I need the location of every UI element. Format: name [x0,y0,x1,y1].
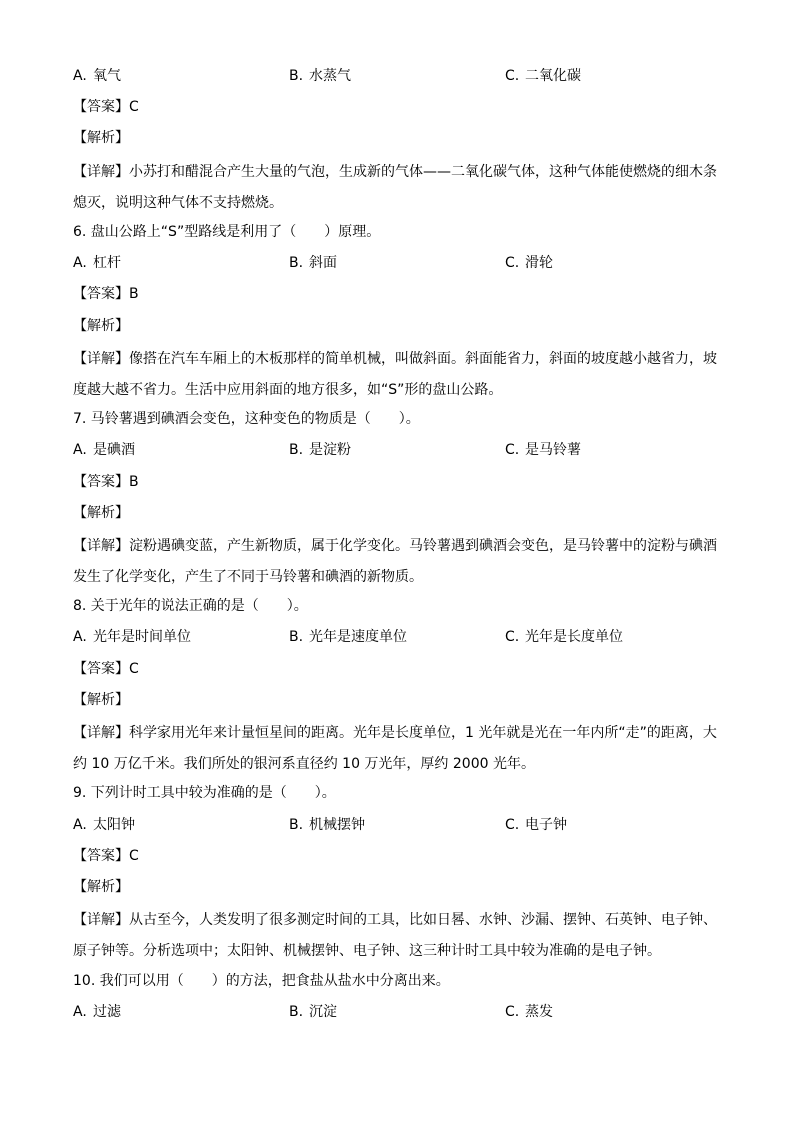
option-a [73,63,121,89]
option-b [289,999,337,1025]
option-c [505,250,553,276]
option-c [505,812,567,838]
option-text: 杠杆 [93,255,121,272]
option-text: 水蒸气 [309,68,351,84]
detail-paragraph: 【详解】像搭在汽车车厢上的木板那样的简单机械，叫做斜面。斜面能省力，斜面的坡度越小越省力，坡度越大越不省力。生活中应用斜面的地方很多，如“S”形的盘山公路。 [73,350,717,398]
option-letter: B. [289,629,304,646]
analysis-heading: 【解析】 [73,879,129,895]
question-text: 7. 马铃薯遇到碘酒会变色，这种变色的物质是（ ）。 [73,411,420,428]
option-b [289,812,365,838]
detail-paragraph: 【详解】从古至今，人类发明了很多测定时间的工具，比如日晷、水钟、沙漏、摆钟、石英钟、电子钟、原子钟等。分析选项中；太阳钟、机械摆钟、电子钟、这三种计时工具中较为准确的是电子钟。 [73,912,717,960]
option-letter: B. [289,1003,304,1020]
option-letter: A. [73,629,87,646]
option-text: 光年是长度单位 [525,629,623,646]
option-text: 是碘酒 [93,442,135,459]
option-letter: A. [73,255,87,272]
option-b [289,437,351,463]
option-text: 光年是时间单位 [93,629,191,646]
analysis-heading: 【解析】 [73,504,129,521]
option-letter: C. [505,629,520,646]
option-letter: C. [505,1003,520,1020]
analysis-heading: 【解析】 [73,317,129,334]
answer-line: 【答案】B [73,473,139,490]
option-b [289,63,351,89]
option-letter: A. [73,1003,87,1020]
option-letter: A. [73,816,87,833]
options-row [73,624,723,655]
option-letter: C. [505,255,520,272]
option-text: 蒸发 [525,1003,553,1020]
option-a [73,624,191,650]
option-letter: A. [73,442,87,459]
option-letter: C. [505,442,520,459]
option-letter: C. [505,68,520,84]
option-letter: B. [289,442,304,459]
document-page [73,63,723,1030]
option-c [505,624,623,650]
option-letter: C. [505,816,520,833]
option-a [73,999,121,1025]
option-text: 是马铃薯 [525,442,581,459]
option-c [505,63,581,89]
option-a [73,250,121,276]
option-b [289,250,337,276]
question-text: 9. 下列计时工具中较为准确的是（ ）。 [73,785,336,802]
option-b [289,624,407,650]
option-text: 太阳钟 [93,816,135,833]
option-c [505,999,553,1025]
option-text: 机械摆钟 [309,816,365,833]
detail-paragraph: 【详解】淀粉遇碘变蓝，产生新物质，属于化学变化。马铃薯遇到碘酒会变色，是马铃薯中的淀粉与碘酒发生了化学变化，产生了不同于马铃薯和碘酒的新物质。 [73,537,717,586]
option-text: 滑轮 [525,255,553,272]
answer-line: 【答案】C [73,99,139,116]
option-letter: B. [289,255,304,272]
option-text: 是淀粉 [309,442,351,459]
option-a [73,812,135,838]
answer-line: 【答案】C [73,847,139,864]
question-text: 8. 关于光年的说法正确的是（ ）。 [73,598,308,615]
option-text: 二氧化碳 [525,68,581,84]
option-text: 氧气 [93,68,121,84]
analysis-heading: 【解析】 [73,691,129,708]
option-text: 斜面 [309,255,337,272]
option-letter: B. [289,816,304,833]
option-c [505,437,581,463]
detail-paragraph: 【详解】科学家用光年来计量恒星间的距离。光年是长度单位，1 光年就是光在一年内所“走”的距离，大约 10 万亿千米。我们所处的银河系直径约 10 万光年，厚约 2000 光年。 [73,725,717,773]
options-row [73,250,723,281]
question-text: 10. 我们可以用（ ）的方法，把食盐从盐水中分离出来。 [73,972,450,989]
detail-paragraph: 【详解】小苏打和醋混合产生大量的气泡，生成新的气体——二氧化碳气体，这种气体能使燃烧的细木条熄灭，说明这种气体不支持燃烧。 [73,163,717,211]
options-row [73,812,723,843]
option-letter: B. [289,68,304,84]
question-text: 6. 盘山公路上“S”型路线是利用了（ ）原理。 [73,223,381,240]
option-letter: A. [73,68,87,84]
option-a [73,437,135,463]
answer-line: 【答案】C [73,660,139,677]
option-text: 光年是速度单位 [309,629,407,646]
options-row [73,999,723,1030]
analysis-heading: 【解析】 [73,130,129,147]
answer-line: 【答案】B [73,286,139,303]
option-text: 电子钟 [525,816,567,833]
option-text: 沉淀 [309,1003,337,1020]
option-text: 过滤 [93,1003,121,1020]
options-row [73,437,723,468]
options-row [73,63,723,94]
